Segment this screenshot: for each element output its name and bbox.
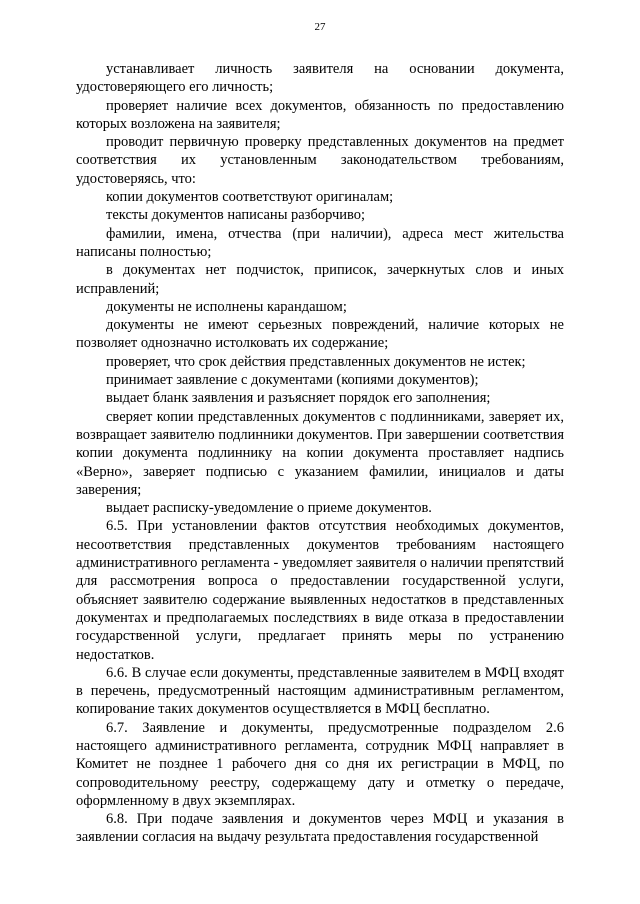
paragraph: проводит первичную проверку представленных документов на предмет соответствия их установленным законодательством требованиям, удостоверяясь, что: <box>76 134 564 187</box>
paragraph: проверяет наличие всех документов, обязанность по предоставлению которых возложена на заявителя; <box>76 97 564 132</box>
paragraph: тексты документов написаны разборчиво; <box>106 207 366 224</box>
paragraph: копии документов соответствуют оригиналам; <box>106 189 394 206</box>
paragraph-section-6-5: 6.5. При установлении фактов отсутствия необходимых документов, несоответствия представленных документов требованиям настоящего административного регламента - уведомляет заявителя о наличии препятствий для рассмотрения вопроса о предоставлении государственной услуги, объясняет заявителю содержание выявленных недостатков в представленных документах и предполагаемых последствиях в виде отказа в предоставлении государственной услуги, предлагает принять меры по устранению недостатков. <box>76 518 564 663</box>
paragraph: устанавливает личность заявителя на основании документа, удостоверяющего его личность; <box>76 61 564 96</box>
paragraph: фамилии, имена, отчества (при наличии), адреса мест жительства написаны полностью; <box>76 225 564 260</box>
paragraph: выдает расписку-уведомление о приеме документов. <box>106 500 432 517</box>
paragraph: в документах нет подчисток, приписок, зачеркнутых слов и иных исправлений; <box>76 262 564 297</box>
paragraph: принимает заявление с документами (копиями документов); <box>106 372 479 389</box>
paragraph: сверяет копии представленных документов с подлинниками, заверяет их, возвращает заявителю подлинники документов. При завершении соответствия копии документа подлиннику на копии документа проставляет надпись «Верно», заверяет подписью с указанием фамилии, инициалов и даты заверения; <box>76 408 564 498</box>
paragraph-section-6-6: 6.6. В случае если документы, представленные заявителем в МФЦ входят в перечень, предусмотренный настоящим административным регламентом, копирование таких документов осуществляется в МФЦ бесплатно. <box>76 664 564 718</box>
page-number: 27 <box>314 21 326 33</box>
paragraph-section-6-8: 6.8. При подаче заявления и документов через МФЦ и указания в заявлении согласия на выдачу результата предоставления государственной <box>76 811 564 846</box>
paragraph: выдает бланк заявления и разъясняет порядок его заполнения; <box>106 390 491 407</box>
paragraph: документы не исполнены карандашом; <box>106 298 347 315</box>
paragraph: проверяет, что срок действия представленных документов не истек; <box>106 353 526 370</box>
paragraph-section-6-7: 6.7. Заявление и документы, предусмотренные подразделом 2.6 настоящего административного регламента, сотрудник МФЦ направляет в Комитет не позднее 1 рабочего дня со дня их регистрации в МФЦ, по сопроводительному реестру, содержащему дату и отметку о передаче, оформленному в двух экземплярах. <box>76 719 564 809</box>
paragraph: документы не имеют серьезных повреждений, наличие которых не позволяет однозначно истолковать их содержание; <box>76 317 564 352</box>
document-body <box>76 60 564 847</box>
